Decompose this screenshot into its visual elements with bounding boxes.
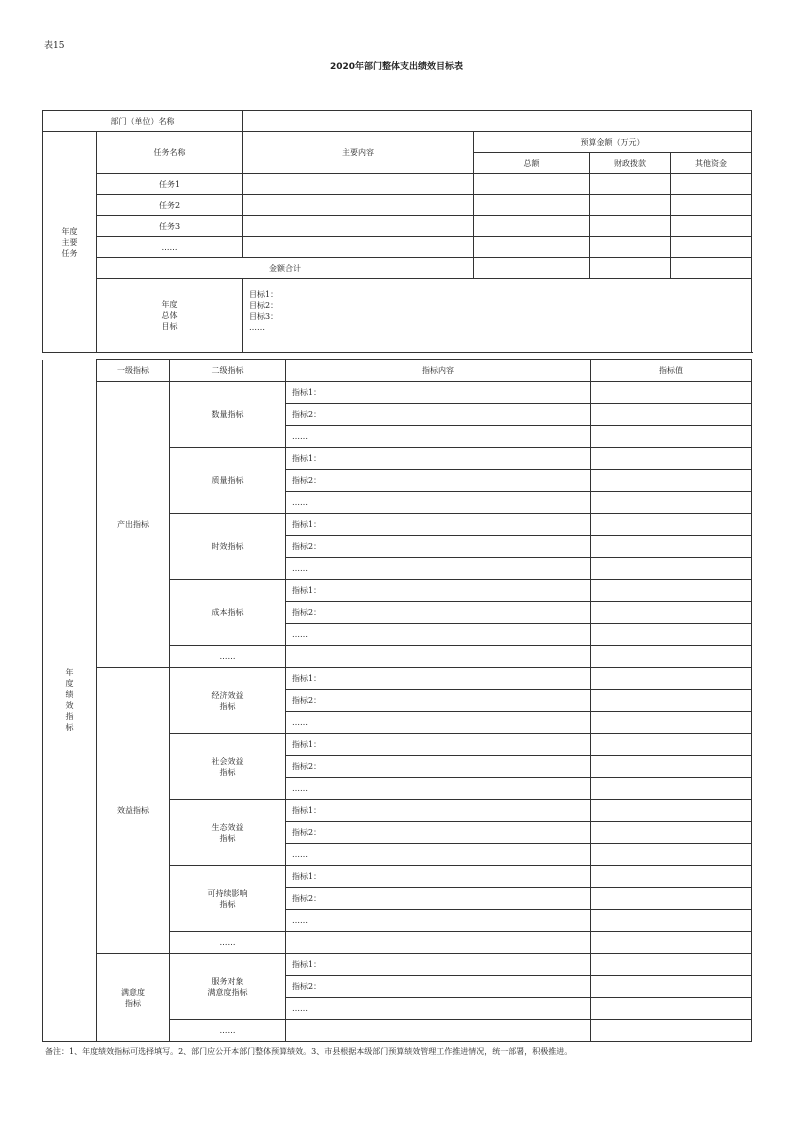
task-fiscal-cell[interactable] <box>590 216 671 237</box>
total-label: 金额合计 <box>97 258 474 279</box>
indicator-value-cell[interactable] <box>591 910 752 932</box>
indicator-content-cell[interactable]: 指标2： <box>286 888 591 910</box>
indicator-content-cell[interactable]: 指标2： <box>286 602 591 624</box>
level2-indicator <box>170 514 286 580</box>
indicator-content-cell[interactable]: 指标1： <box>286 382 591 404</box>
level2-indicator <box>170 448 286 514</box>
indicator-value-cell[interactable] <box>591 624 752 646</box>
indicator-content-header: 指标内容 <box>286 360 591 382</box>
indicator-content-cell[interactable]: 指标2： <box>286 690 591 712</box>
task-budget-table <box>42 110 752 353</box>
indicator-value-cell[interactable] <box>591 404 752 426</box>
level2-indicator-line: 数量指标 <box>211 410 244 419</box>
annual-tasks-label <box>43 132 97 353</box>
goal-line: 目标2： <box>249 301 279 310</box>
indicator-content-cell[interactable]: 指标2： <box>286 756 591 778</box>
budget-other-header: 其他资金 <box>671 153 752 174</box>
task-content-header: 主要内容 <box>243 132 474 174</box>
task-name: 任务2 <box>97 195 243 216</box>
indicator-value-cell[interactable] <box>591 976 752 998</box>
annual-performance-indicators-label <box>43 360 97 1042</box>
section-label-char: 绩 <box>65 690 74 700</box>
indicator-content-cell[interactable]: 指标1： <box>286 800 591 822</box>
indicator-value-cell[interactable] <box>591 1020 752 1042</box>
level2-more-cell: …… <box>170 646 286 668</box>
indicator-value-cell[interactable] <box>591 382 752 404</box>
task-total-cell[interactable] <box>474 237 590 258</box>
indicator-value-cell[interactable] <box>591 668 752 690</box>
level2-indicator-line: 社会效益 <box>211 756 244 766</box>
level2-indicator-line: 指标 <box>219 833 236 843</box>
level1-indicator <box>97 382 170 668</box>
annual-goals-content[interactable] <box>243 279 752 353</box>
level1-indicator <box>97 668 170 954</box>
indicator-content-cell[interactable]: 指标1： <box>286 734 591 756</box>
indicator-content-cell[interactable]: 指标1： <box>286 580 591 602</box>
indicator-content-cell[interactable] <box>286 646 591 668</box>
budget-fiscal-header: 财政拨款 <box>590 153 671 174</box>
indicator-value-cell[interactable] <box>591 756 752 778</box>
task-fiscal-cell[interactable] <box>590 174 671 195</box>
level2-indicator-line: 质量指标 <box>211 476 244 485</box>
section-label-char: 标 <box>65 723 74 733</box>
indicator-value-cell[interactable] <box>591 800 752 822</box>
section-label-char: 指 <box>65 712 74 722</box>
task-row <box>43 195 752 216</box>
level2-indicator-line: 指标 <box>219 701 236 711</box>
indicator-content-cell[interactable]: 指标1： <box>286 514 591 536</box>
indicator-value-cell[interactable] <box>591 932 752 954</box>
level2-more-cell: …… <box>170 1020 286 1042</box>
task-row <box>43 174 752 195</box>
section-label-char: 年 <box>65 668 74 678</box>
indicator-value-header: 指标值 <box>591 360 752 382</box>
indicator-value-cell[interactable] <box>591 558 752 580</box>
annual-goals-label-line: 年度 <box>161 300 178 309</box>
indicator-value-cell[interactable] <box>591 844 752 866</box>
indicator-content-cell[interactable] <box>286 1020 591 1042</box>
indicator-value-cell[interactable] <box>591 888 752 910</box>
task-other-cell[interactable] <box>671 237 752 258</box>
task-other-cell[interactable] <box>671 174 752 195</box>
level2-more-cell: …… <box>170 932 286 954</box>
indicator-value-cell[interactable] <box>591 536 752 558</box>
budget-total-header: 总额 <box>474 153 590 174</box>
indicator-row <box>43 382 752 404</box>
level1-indicator-line: 指标 <box>125 998 141 1008</box>
document-title: 2020年部门整体支出绩效目标表 <box>329 62 464 72</box>
indicator-value-cell[interactable] <box>591 470 752 492</box>
level2-indicator <box>170 800 286 866</box>
indicator-content-cell[interactable] <box>286 932 591 954</box>
indicator-value-cell[interactable] <box>591 690 752 712</box>
task-content-cell[interactable] <box>243 174 474 195</box>
indicator-content-cell[interactable]: 指标2： <box>286 976 591 998</box>
indicator-content-cell[interactable]: 指标2： <box>286 404 591 426</box>
level2-header: 二级指标 <box>170 360 286 382</box>
indicator-content-cell[interactable]: 指标1： <box>286 866 591 888</box>
level2-indicator-line: 时效指标 <box>211 542 244 551</box>
task-name: 任务1 <box>97 174 243 195</box>
indicator-content-cell[interactable]: …… <box>286 624 591 646</box>
total-amount-cell[interactable] <box>474 258 590 279</box>
task-name: …… <box>97 237 243 258</box>
indicator-content-cell[interactable]: 指标2： <box>286 536 591 558</box>
task-fiscal-cell[interactable] <box>590 237 671 258</box>
indicator-value-cell[interactable] <box>591 998 752 1020</box>
level2-indicator-line: 满意度指标 <box>207 987 248 997</box>
indicator-content-cell[interactable]: …… <box>286 426 591 448</box>
level2-indicator-line: 指标 <box>219 767 236 777</box>
indicator-content-cell[interactable]: 指标1： <box>286 668 591 690</box>
task-other-cell[interactable] <box>671 195 752 216</box>
indicator-content-cell[interactable]: …… <box>286 492 591 514</box>
total-fiscal-cell[interactable] <box>590 258 671 279</box>
level2-indicator-line: 指标 <box>219 899 236 909</box>
annual-goals-label <box>97 279 243 353</box>
indicator-content-cell[interactable]: 指标1： <box>286 954 591 976</box>
level2-indicator <box>170 734 286 800</box>
level2-indicator <box>170 580 286 646</box>
level1-indicator-line: 产出指标 <box>117 520 149 529</box>
annual-tasks-label-line: 年度 <box>61 226 78 236</box>
annual-tasks-label-line: 主要 <box>61 237 78 247</box>
level2-indicator-line: 成本指标 <box>211 608 244 617</box>
goal-line: 目标3： <box>249 312 279 321</box>
indicator-value-cell[interactable] <box>591 602 752 624</box>
task-row <box>43 237 752 258</box>
section-label-char: 度 <box>65 679 74 689</box>
task-total-cell[interactable] <box>474 195 590 216</box>
level2-indicator-line: 经济效益 <box>211 690 244 700</box>
annual-goals-label-line: 总体 <box>161 311 178 320</box>
performance-indicator-table <box>42 359 752 1042</box>
budget-header: 预算金额（万元） <box>474 132 752 153</box>
indicator-value-cell[interactable] <box>591 646 752 668</box>
indicator-value-cell[interactable] <box>591 954 752 976</box>
indicator-value-cell[interactable] <box>591 778 752 800</box>
indicator-content-cell[interactable]: …… <box>286 712 591 734</box>
task-row <box>43 216 752 237</box>
task-name-header: 任务名称 <box>97 132 243 174</box>
indicator-value-cell[interactable] <box>591 580 752 602</box>
indicator-value-cell[interactable] <box>591 514 752 536</box>
indicator-value-cell[interactable] <box>591 448 752 470</box>
level1-indicator-line: 满意度 <box>121 987 145 997</box>
task-total-cell[interactable] <box>474 216 590 237</box>
dept-name-label: 部门（单位）名称 <box>43 111 243 132</box>
total-other-cell[interactable] <box>671 258 752 279</box>
task-other-cell[interactable] <box>671 216 752 237</box>
indicator-content-cell[interactable]: 指标2： <box>286 470 591 492</box>
indicator-content-cell[interactable]: …… <box>286 558 591 580</box>
indicator-value-cell[interactable] <box>591 822 752 844</box>
dept-name-value[interactable] <box>243 111 752 132</box>
indicator-value-cell[interactable] <box>591 712 752 734</box>
indicator-value-cell[interactable] <box>591 492 752 514</box>
task-total-cell[interactable] <box>474 174 590 195</box>
table-number: 表15 <box>44 41 65 51</box>
annual-goals-label-line: 目标 <box>161 322 178 331</box>
level2-indicator <box>170 954 286 1020</box>
level2-indicator <box>170 866 286 932</box>
level2-indicator-line: 生态效益 <box>211 822 244 832</box>
indicator-content-cell[interactable]: 指标1： <box>286 448 591 470</box>
indicator-value-cell[interactable] <box>591 866 752 888</box>
indicator-value-cell[interactable] <box>591 734 752 756</box>
footnote: 备注：1、年度绩效指标可选择填写。2、部门应公开本部门整体预算绩效。3、市县根据本级部门预算绩效管理工作推进情况，统一部署，积极推进。 <box>45 1047 573 1056</box>
indicator-value-cell[interactable] <box>591 426 752 448</box>
level1-indicator-line: 效益指标 <box>117 806 149 815</box>
level1-header: 一级指标 <box>97 360 170 382</box>
indicator-content-cell[interactable]: …… <box>286 998 591 1020</box>
annual-tasks-label-line: 任务 <box>61 248 78 258</box>
level1-indicator <box>97 954 170 1042</box>
task-name: 任务3 <box>97 216 243 237</box>
indicator-content-cell[interactable]: …… <box>286 778 591 800</box>
goal-line: …… <box>249 323 265 332</box>
indicator-row <box>43 668 752 690</box>
level2-indicator <box>170 382 286 448</box>
goal-line: 目标1： <box>249 290 279 299</box>
level2-indicator-line: 可持续影响 <box>207 888 248 898</box>
task-content-cell[interactable] <box>243 216 474 237</box>
indicator-row <box>43 954 752 976</box>
task-fiscal-cell[interactable] <box>590 195 671 216</box>
task-content-cell[interactable] <box>243 195 474 216</box>
level2-indicator <box>170 668 286 734</box>
indicator-content-cell[interactable]: …… <box>286 910 591 932</box>
indicator-content-cell[interactable]: …… <box>286 844 591 866</box>
section-label-char: 效 <box>65 701 74 711</box>
level2-indicator-line: 服务对象 <box>211 976 244 986</box>
indicator-content-cell[interactable]: 指标2： <box>286 822 591 844</box>
task-content-cell[interactable] <box>243 237 474 258</box>
total-row <box>43 258 752 279</box>
